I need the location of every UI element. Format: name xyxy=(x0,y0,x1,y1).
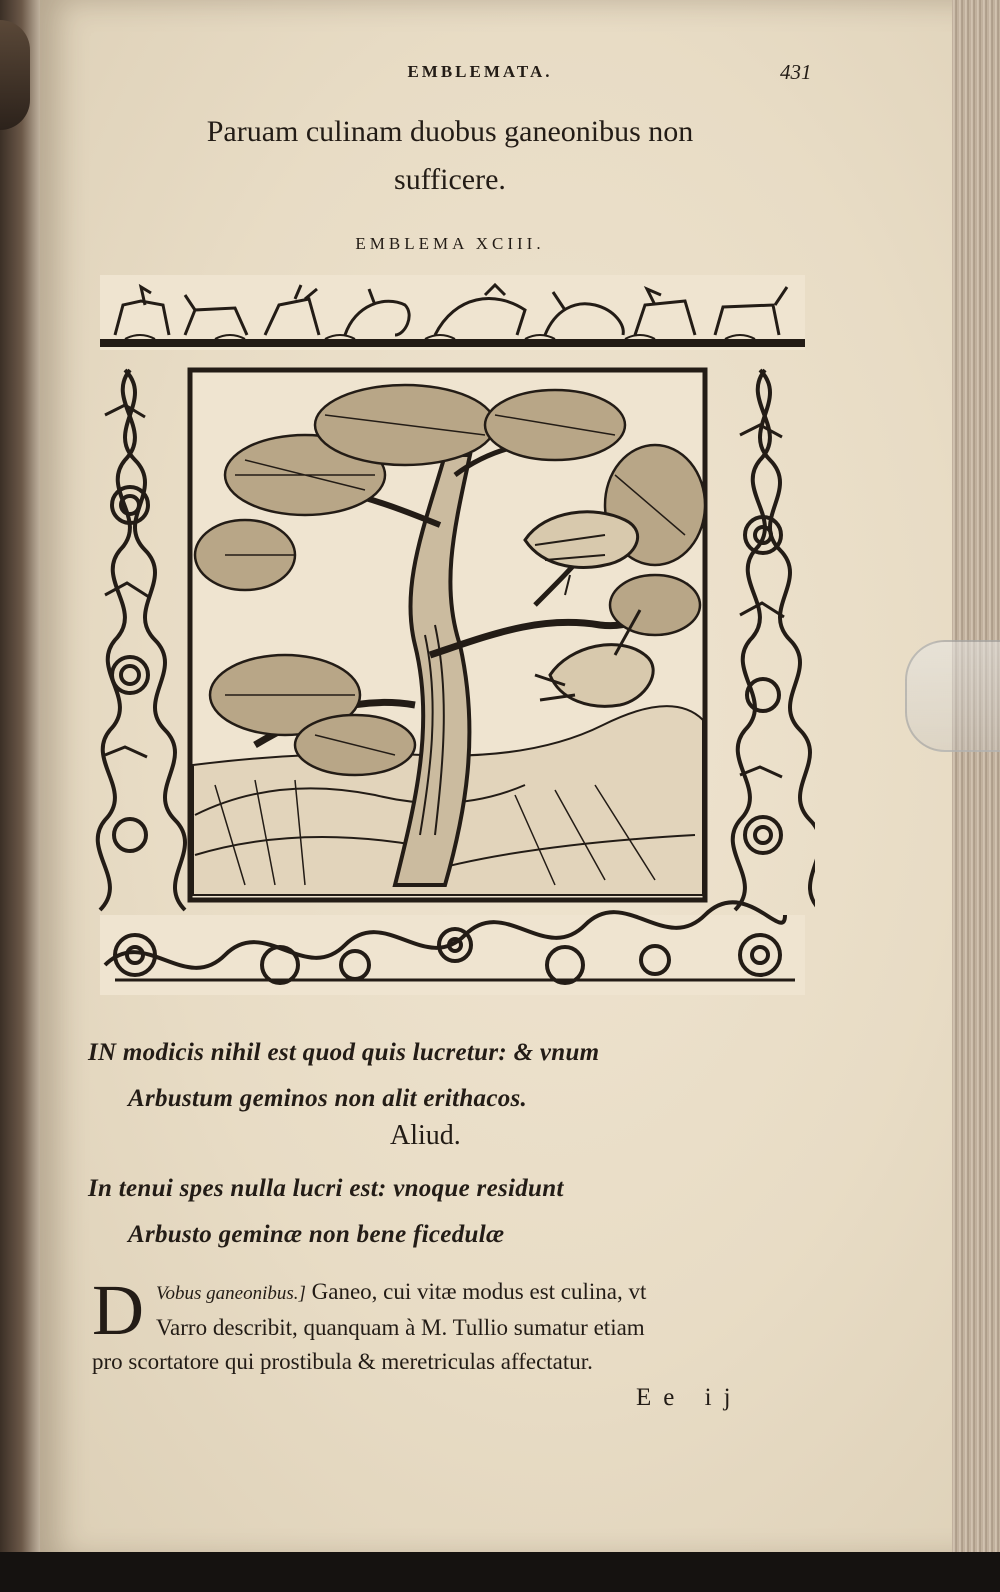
verse-2-line-2: Arbusto geminæ non bene ficedulæ xyxy=(128,1221,505,1248)
verse-2-line-1: In tenui spes nulla lucri est: vnoque residunt xyxy=(88,1175,564,1202)
binding-clip xyxy=(0,20,30,130)
commentary-line-3: pro scortatore qui prostibula & meretriculas affectatur. xyxy=(92,1349,593,1374)
commentary-lemma: Vobus ganeonibus.] xyxy=(156,1283,306,1304)
drop-cap: D xyxy=(92,1270,144,1350)
verse-distich-1 xyxy=(88,1030,808,1122)
right-vine-border xyxy=(733,370,815,910)
running-head: EMBLEMATA. xyxy=(407,62,553,81)
commentary-line-2: Varro describit, quanquam à M. Tullio sumatur etiam xyxy=(156,1315,645,1340)
commentary-paragraph xyxy=(92,1270,822,1379)
commentary-line-1-text: Ganeo, cui vitæ modus est culina, vt xyxy=(311,1279,647,1304)
commentary-line-1 xyxy=(92,1275,822,1311)
woodcut-illustration xyxy=(95,275,815,1005)
motto-line-2: sufficere. xyxy=(394,163,506,196)
alternate-heading: Aliud. xyxy=(390,1120,461,1151)
emblem-number: EMBLEMA XCIII. xyxy=(355,234,545,253)
page-tab-clip xyxy=(905,640,1000,752)
left-vine-border xyxy=(98,370,185,910)
verse-distich-2 xyxy=(88,1166,808,1258)
emblem-motto xyxy=(140,108,760,204)
bottom-shadow xyxy=(0,1552,1000,1592)
verse-1-line-1: IN modicis nihil est quod quis lucretur: & vnum xyxy=(88,1039,600,1066)
page-stack-edge xyxy=(952,0,1000,1560)
top-frieze xyxy=(100,275,805,350)
motto-line-1: Paruam culinam duobus ganeonibus non xyxy=(206,115,694,148)
verse-1-line-2: Arbustum geminos non alit erithacos. xyxy=(128,1085,528,1112)
tree-scene xyxy=(190,370,705,900)
signature-mark: Ee ij xyxy=(636,1384,743,1411)
page-number: 431 xyxy=(780,60,812,84)
bottom-frieze xyxy=(100,902,805,995)
